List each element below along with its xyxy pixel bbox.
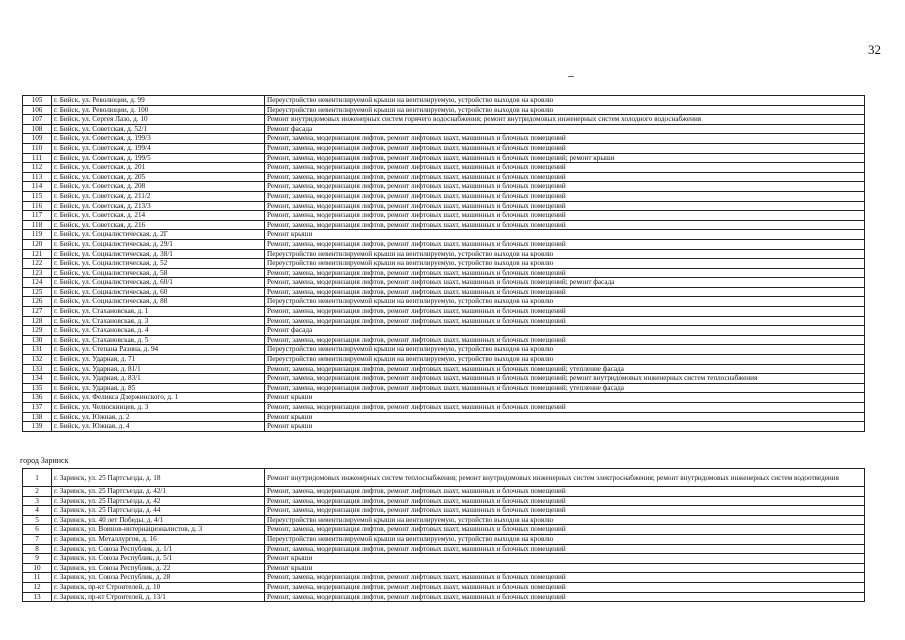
table-row — [23, 259, 865, 269]
row-number: 116 — [23, 201, 52, 211]
work-type-cell: Ремонт, замена, модернизация лифтов, ремонт лифтовых шахт, машинных и блочных помещений; ремонт крыши — [265, 153, 865, 163]
address-cell: г. Заринск, пр-кт Строителей, д. 10 — [52, 582, 265, 592]
row-number: 113 — [23, 172, 52, 182]
table-row — [23, 163, 865, 173]
address-cell: г. Бийск, ул. Ударная, д. 71 — [52, 355, 265, 365]
address-cell: г. Бийск, ул. Степана Разина, д. 94 — [52, 345, 265, 355]
row-number: 117 — [23, 211, 52, 221]
work-type-cell: Ремонт, замена, модернизация лифтов, ремонт лифтовых шахт, машинных и блочных помещений — [265, 201, 865, 211]
table-row — [23, 496, 865, 506]
address-cell: г. Бийск, ул. Революции, д. 99 — [52, 96, 265, 106]
table-row — [23, 172, 865, 182]
table-row — [23, 487, 865, 497]
address-cell: г. Бийск, ул. Советская, д. 199/4 — [52, 143, 265, 153]
work-type-cell: Ремонт, замена, модернизация лифтов, ремонт лифтовых шахт, машинных и блочных помещений — [265, 496, 865, 506]
table-row — [23, 383, 865, 393]
row-number: 118 — [23, 220, 52, 230]
table-row — [23, 355, 865, 365]
row-number: 9 — [23, 554, 52, 564]
work-type-cell: Ремонт, замена, модернизация лифтов, ремонт лифтовых шахт, машинных и блочных помещений — [265, 163, 865, 173]
address-cell: г. Заринск, ул. Союза Республик, д. 5/1 — [52, 554, 265, 564]
table-row — [23, 364, 865, 374]
row-number: 115 — [23, 191, 52, 201]
work-type-cell: Ремонт крыши — [265, 412, 865, 422]
address-cell: г. Бийск, ул. Ударная, д. 85 — [52, 383, 265, 393]
row-number: 3 — [23, 496, 52, 506]
work-type-cell: Ремонт фасада — [265, 326, 865, 336]
row-number: 110 — [23, 143, 52, 153]
table-row — [23, 563, 865, 573]
address-cell: г. Заринск, ул. Металлургов, д. 16 — [52, 534, 265, 544]
work-type-cell: Переустройство невентилируемой крыши на вентилируемую, устройство выходов на кровлю — [265, 297, 865, 307]
address-cell: г. Бийск, ул. Ударная, д. 81/1 — [52, 364, 265, 374]
work-type-cell: Ремонт, замена, модернизация лифтов, ремонт лифтовых шахт, машинных и блочных помещений — [265, 525, 865, 535]
row-number: 130 — [23, 335, 52, 345]
table-row — [23, 115, 865, 125]
address-cell: г. Бийск, ул. Советская, д. 205 — [52, 172, 265, 182]
table-row — [23, 182, 865, 192]
address-cell: г. Бийск, ул. Советская, д. 214 — [52, 211, 265, 221]
work-type-cell: Ремонт, замена, модернизация лифтов, ремонт лифтовых шахт, машинных и блочных помещений — [265, 143, 865, 153]
address-cell: г. Бийск, ул. Стахановская, д. 1 — [52, 307, 265, 317]
work-type-cell: Ремонт внутридомовых инженерных систем горячего водоснабжения; ремонт внутридомовых инженерных систем холодного водоснабжения — [265, 115, 865, 125]
table-row — [23, 469, 865, 487]
row-number: 135 — [23, 383, 52, 393]
row-number: 127 — [23, 307, 52, 317]
address-cell: г. Заринск, ул. Воинов-интернационалистов, д. 3 — [52, 525, 265, 535]
work-type-cell: Ремонт, замена, модернизация лифтов, ремонт лифтовых шахт, машинных и блочных помещений — [265, 573, 865, 583]
work-type-cell: Переустройство невентилируемой крыши на вентилируемую, устройство выходов на кровлю — [265, 345, 865, 355]
address-cell: г. Бийск, ул. Сергея Лазо, д. 10 — [52, 115, 265, 125]
row-number: 11 — [23, 573, 52, 583]
address-cell: г. Бийск, ул. Советская, д. 213/3 — [52, 201, 265, 211]
address-cell: г. Бийск, ул. Социалистическая, д. 38/1 — [52, 249, 265, 259]
row-number: 133 — [23, 364, 52, 374]
work-type-cell: Переустройство невентилируемой крыши на вентилируемую, устройство выходов на кровлю — [265, 249, 865, 259]
work-type-cell: Ремонт, замена, модернизация лифтов, ремонт лифтовых шахт, машинных и блочных помещений — [265, 544, 865, 554]
work-type-cell: Ремонт фасада — [265, 124, 865, 134]
table-row — [23, 153, 865, 163]
row-number: 10 — [23, 563, 52, 573]
work-type-cell: Ремонт, замена, модернизация лифтов, ремонт лифтовых шахт, машинных и блочных помещений — [265, 316, 865, 326]
work-type-cell: Ремонт, замена, модернизация лифтов, ремонт лифтовых шахт, машинных и блочных помещений; ремонт внутридомовых инженерных систем теплоснабжения — [265, 374, 865, 384]
row-number: 121 — [23, 249, 52, 259]
city-heading: город Заринск — [20, 456, 69, 465]
address-cell: г. Заринск, ул. Союза Республик, д. 1/1 — [52, 544, 265, 554]
row-number: 119 — [23, 230, 52, 240]
address-cell: г. Бийск, ул. Ударная, д. 83/1 — [52, 374, 265, 384]
address-cell: г. Бийск, ул. Социалистическая, д. 88 — [52, 297, 265, 307]
address-cell: г. Бийск, ул. Советская, д. 199/5 — [52, 153, 265, 163]
address-cell: г. Заринск, ул. Союза Республик, д. 22 — [52, 563, 265, 573]
table-row — [23, 544, 865, 554]
table-row — [23, 506, 865, 516]
address-cell: г. Заринск, ул. 25 Партсъезда, д. 42/1 — [52, 487, 265, 497]
work-type-cell: Ремонт, замена, модернизация лифтов, ремонт лифтовых шахт, машинных и блочных помещений — [265, 134, 865, 144]
row-number: 109 — [23, 134, 52, 144]
row-number: 105 — [23, 96, 52, 106]
row-number: 1 — [23, 469, 52, 487]
table-row — [23, 335, 865, 345]
repair-table-biysk — [22, 95, 865, 432]
row-number: 107 — [23, 115, 52, 125]
work-type-cell: Ремонт, замена, модернизация лифтов, ремонт лифтовых шахт, машинных и блочных помещений — [265, 582, 865, 592]
work-type-cell: Ремонт, замена, модернизация лифтов, ремонт лифтовых шахт, машинных и блочных помещений — [265, 191, 865, 201]
row-number: 137 — [23, 403, 52, 413]
table-row — [23, 403, 865, 413]
table-row — [23, 268, 865, 278]
table-row — [23, 393, 865, 403]
row-number: 136 — [23, 393, 52, 403]
row-number: 132 — [23, 355, 52, 365]
table-row — [23, 211, 865, 221]
work-type-cell: Переустройство невентилируемой крыши на вентилируемую, устройство выходов на кровлю — [265, 105, 865, 115]
table-row — [23, 230, 865, 240]
address-cell: г. Бийск, ул. Революции, д. 100 — [52, 105, 265, 115]
work-type-cell: Ремонт, замена, модернизация лифтов, ремонт лифтовых шахт, машинных и блочных помещений — [265, 592, 865, 602]
row-number: 111 — [23, 153, 52, 163]
table-row — [23, 239, 865, 249]
table-body — [23, 96, 865, 432]
work-type-cell: Ремонт, замена, модернизация лифтов, ремонт лифтовых шахт, машинных и блочных помещений — [265, 335, 865, 345]
work-type-cell: Ремонт, замена, модернизация лифтов, ремонт лифтовых шахт, машинных и блочных помещений; ремонт фасада — [265, 278, 865, 288]
row-number: 13 — [23, 592, 52, 602]
table-row — [23, 307, 865, 317]
table-body — [23, 469, 865, 602]
row-number: 124 — [23, 278, 52, 288]
table-row — [23, 316, 865, 326]
table-row — [23, 422, 865, 432]
table-row — [23, 582, 865, 592]
work-type-cell: Ремонт, замена, модернизация лифтов, ремонт лифтовых шахт, машинных и блочных помещений — [265, 307, 865, 317]
address-cell: г. Бийск, ул. Социалистическая, д. 60/1 — [52, 278, 265, 288]
table-row — [23, 297, 865, 307]
work-type-cell: Ремонт, замена, модернизация лифтов, ремонт лифтовых шахт, машинных и блочных помещений; утепление фасада — [265, 383, 865, 393]
work-type-cell: Переустройство невентилируемой крыши на вентилируемую, устройство выходов на кровлю — [265, 96, 865, 106]
table-row — [23, 534, 865, 544]
work-type-cell: Ремонт, замена, модернизация лифтов, ремонт лифтовых шахт, машинных и блочных помещений — [265, 506, 865, 516]
work-type-cell: Переустройство невентилируемой крыши на вентилируемую, устройство выходов на кровлю — [265, 259, 865, 269]
address-cell: г. Бийск, ул. Феликса Дзержинского, д. 1 — [52, 393, 265, 403]
work-type-cell: Переустройство невентилируемой крыши на вентилируемую, устройство выходов на кровлю — [265, 355, 865, 365]
row-number: 108 — [23, 124, 52, 134]
address-cell: г. Бийск, ул. Советская, д. 201 — [52, 163, 265, 173]
address-cell: г. Заринск, ул. 25 Партсъезда, д. 44 — [52, 506, 265, 516]
row-number: 122 — [23, 259, 52, 269]
address-cell: г. Бийск, ул. Советская, д. 216 — [52, 220, 265, 230]
table-row — [23, 278, 865, 288]
row-number: 114 — [23, 182, 52, 192]
address-cell: г. Бийск, ул. Южная, д. 2 — [52, 412, 265, 422]
table-row — [23, 105, 865, 115]
divider — [568, 76, 574, 77]
address-cell: г. Бийск, ул. Советская, д. 52/1 — [52, 124, 265, 134]
address-cell: г. Бийск, ул. Социалистическая, д. 52 — [52, 259, 265, 269]
address-cell: г. Заринск, ул. 40 лет Победы, д. 4/1 — [52, 515, 265, 525]
address-cell: г. Бийск, ул. Социалистическая, д. 2Г — [52, 230, 265, 240]
work-type-cell: Ремонт, замена, модернизация лифтов, ремонт лифтовых шахт, машинных и блочных помещений — [265, 220, 865, 230]
address-cell: г. Бийск, ул. Стахановская, д. 5 — [52, 335, 265, 345]
address-cell: г. Бийск, ул. Советская, д. 199/3 — [52, 134, 265, 144]
work-type-cell: Ремонт крыши — [265, 554, 865, 564]
table-row — [23, 525, 865, 535]
table-row — [23, 573, 865, 583]
work-type-cell: Ремонт, замена, модернизация лифтов, ремонт лифтовых шахт, машинных и блочных помещений — [265, 239, 865, 249]
work-type-cell: Ремонт, замена, модернизация лифтов, ремонт лифтовых шахт, машинных и блочных помещений — [265, 211, 865, 221]
table-row — [23, 124, 865, 134]
row-number: 4 — [23, 506, 52, 516]
table-row — [23, 345, 865, 355]
table-row — [23, 554, 865, 564]
table-row — [23, 412, 865, 422]
address-cell: г. Бийск, ул. Советская, д. 208 — [52, 182, 265, 192]
row-number: 2 — [23, 487, 52, 497]
address-cell: г. Заринск, ул. 25 Партсъезда, д. 18 — [52, 469, 265, 487]
repair-table-zarinsk — [22, 468, 865, 602]
work-type-cell: Ремонт крыши — [265, 393, 865, 403]
page-number: 32 — [868, 42, 881, 57]
work-type-cell: Переустройство невентилируемой крыши на вентилируемую, устройство выходов на кровлю — [265, 515, 865, 525]
row-number: 129 — [23, 326, 52, 336]
address-cell: г. Бийск, ул. Социалистическая, д. 58 — [52, 268, 265, 278]
row-number: 112 — [23, 163, 52, 173]
table-row — [23, 592, 865, 602]
address-cell: г. Заринск, ул. 25 Партсъезда, д. 42 — [52, 496, 265, 506]
table-row — [23, 374, 865, 384]
address-cell: г. Заринск, пр-кт Строителей, д. 13/1 — [52, 592, 265, 602]
row-number: 131 — [23, 345, 52, 355]
row-number: 7 — [23, 534, 52, 544]
work-type-cell: Ремонт, замена, модернизация лифтов, ремонт лифтовых шахт, машинных и блочных помещений — [265, 182, 865, 192]
row-number: 125 — [23, 287, 52, 297]
work-type-cell: Ремонт внутридомовых инженерных систем теплоснабжения; ремонт внутридомовых инженерных систем электроснабжения; ремонт внутридомовых инженерных систем водоотведения — [265, 469, 865, 487]
row-number: 12 — [23, 582, 52, 592]
work-type-cell: Ремонт, замена, модернизация лифтов, ремонт лифтовых шахт, машинных и блочных помещений — [265, 172, 865, 182]
work-type-cell: Ремонт, замена, модернизация лифтов, ремонт лифтовых шахт, машинных и блочных помещений — [265, 287, 865, 297]
address-cell: г. Заринск, ул. Союза Республик, д. 28 — [52, 573, 265, 583]
table-row — [23, 191, 865, 201]
table-row — [23, 249, 865, 259]
work-type-cell: Ремонт крыши — [265, 563, 865, 573]
table-row — [23, 134, 865, 144]
address-cell: г. Бийск, ул. Стахановская, д. 4 — [52, 326, 265, 336]
table-row — [23, 96, 865, 106]
row-number: 138 — [23, 412, 52, 422]
row-number: 5 — [23, 515, 52, 525]
table-row — [23, 220, 865, 230]
row-number: 126 — [23, 297, 52, 307]
table-row — [23, 515, 865, 525]
address-cell: г. Бийск, ул. Южная, д. 4 — [52, 422, 265, 432]
row-number: 134 — [23, 374, 52, 384]
table-row — [23, 201, 865, 211]
work-type-cell: Ремонт, замена, модернизация лифтов, ремонт лифтовых шахт, машинных и блочных помещений — [265, 487, 865, 497]
row-number: 139 — [23, 422, 52, 432]
work-type-cell: Переустройство невентилируемой крыши на вентилируемую, устройство выходов на кровлю — [265, 534, 865, 544]
address-cell: г. Бийск, ул. Социалистическая, д. 29/1 — [52, 239, 265, 249]
row-number: 120 — [23, 239, 52, 249]
work-type-cell: Ремонт, замена, модернизация лифтов, ремонт лифтовых шахт, машинных и блочных помещений — [265, 268, 865, 278]
row-number: 6 — [23, 525, 52, 535]
work-type-cell: Ремонт, замена, модернизация лифтов, ремонт лифтовых шахт, машинных и блочных помещений — [265, 403, 865, 413]
address-cell: г. Бийск, ул. Социалистическая, д. 60 — [52, 287, 265, 297]
address-cell: г. Бийск, ул. Советская, д. 211/2 — [52, 191, 265, 201]
address-cell: г. Бийск, ул. Стахановская, д. 3 — [52, 316, 265, 326]
work-type-cell: Ремонт крыши — [265, 422, 865, 432]
table-row — [23, 287, 865, 297]
row-number: 128 — [23, 316, 52, 326]
row-number: 123 — [23, 268, 52, 278]
row-number: 8 — [23, 544, 52, 554]
row-number: 106 — [23, 105, 52, 115]
table-row — [23, 326, 865, 336]
work-type-cell: Ремонт крыши — [265, 230, 865, 240]
work-type-cell: Ремонт, замена, модернизация лифтов, ремонт лифтовых шахт, машинных и блочных помещений; утепление фасада — [265, 364, 865, 374]
table-row — [23, 143, 865, 153]
address-cell: г. Бийск, ул. Челюскинцев, д. 3 — [52, 403, 265, 413]
